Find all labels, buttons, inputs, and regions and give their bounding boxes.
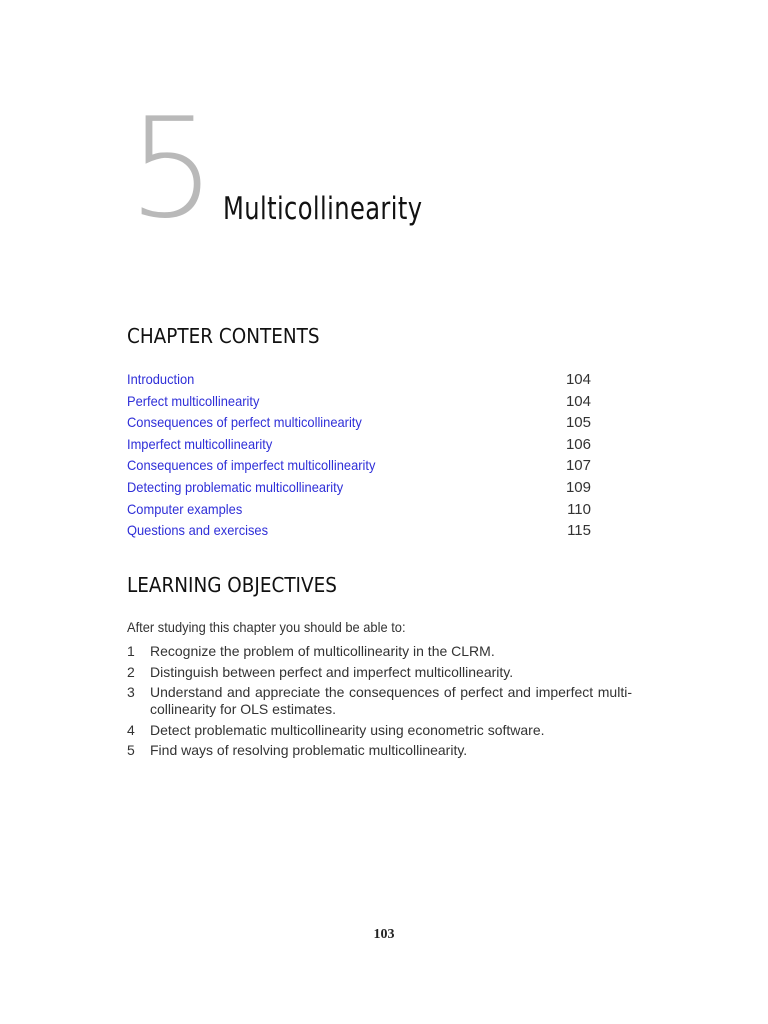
toc-item[interactable]: [127, 412, 591, 434]
toc-item-page: 110: [567, 500, 591, 518]
objective-text: Understand and appreciate the consequences of perfect and imperfect multi-collinearity for OLS estimates.: [150, 684, 632, 717]
objective-number: 3: [127, 684, 135, 700]
toc-item[interactable]: [127, 520, 591, 542]
objective-text: Find ways of resolving problematic multicollinearity.: [150, 742, 468, 758]
toc-item-page: 109: [565, 478, 591, 496]
toc-item-title[interactable]: Detecting problematic multicollinearity: [127, 478, 344, 495]
objectives-list: [127, 643, 632, 763]
toc-item[interactable]: [127, 369, 591, 391]
toc-item-title[interactable]: Perfect multicollinearity: [127, 392, 260, 409]
objective-text: Distinguish between perfect and imperfect multicollinearity.: [150, 663, 514, 680]
chapter-number: 5: [128, 88, 216, 249]
toc-item[interactable]: [127, 434, 591, 456]
toc-item-page: 104: [565, 371, 591, 388]
objective-item: [127, 643, 632, 660]
page-number: 103: [373, 927, 395, 942]
objective-item: [127, 722, 632, 739]
learning-objectives-heading: LEARNING OBJECTIVES: [127, 573, 337, 597]
objectives-intro: After studying this chapter you should be able to:: [127, 619, 406, 635]
table-of-contents: [127, 369, 591, 542]
toc-item-page: 106: [565, 435, 591, 453]
objective-item: [127, 664, 632, 681]
objective-number: 2: [127, 663, 135, 680]
toc-item-title[interactable]: Consequences of imperfect multicollinearity: [127, 457, 376, 474]
objective-number: 5: [127, 742, 135, 758]
chapter-title: Multicollinearity: [223, 191, 423, 227]
toc-item[interactable]: [127, 455, 591, 477]
toc-item-page: 105: [565, 414, 591, 432]
toc-item-page: 115: [567, 522, 591, 540]
toc-item[interactable]: [127, 391, 591, 413]
toc-item[interactable]: [127, 477, 591, 499]
toc-item-page: 104: [565, 392, 591, 410]
toc-item-title[interactable]: Questions and exercises: [127, 522, 269, 539]
objective-number: 4: [127, 721, 135, 738]
chapter-contents-heading: CHAPTER CONTENTS: [127, 324, 320, 348]
objective-text: Recognize the problem of multicollinearity in the CLRM.: [150, 643, 495, 659]
toc-item-title[interactable]: Introduction: [127, 371, 195, 387]
toc-item[interactable]: [127, 499, 591, 521]
objective-item: [127, 742, 632, 759]
toc-item-title[interactable]: Computer examples: [127, 500, 243, 517]
objective-item: [127, 684, 632, 718]
objective-text: Detect problematic multicollinearity using econometric software.: [150, 721, 545, 738]
objective-number: 1: [127, 643, 135, 659]
toc-item-title[interactable]: Consequences of perfect multicollinearity: [127, 414, 362, 431]
toc-item-title[interactable]: Imperfect multicollinearity: [127, 435, 273, 452]
toc-item-page: 107: [565, 457, 591, 475]
